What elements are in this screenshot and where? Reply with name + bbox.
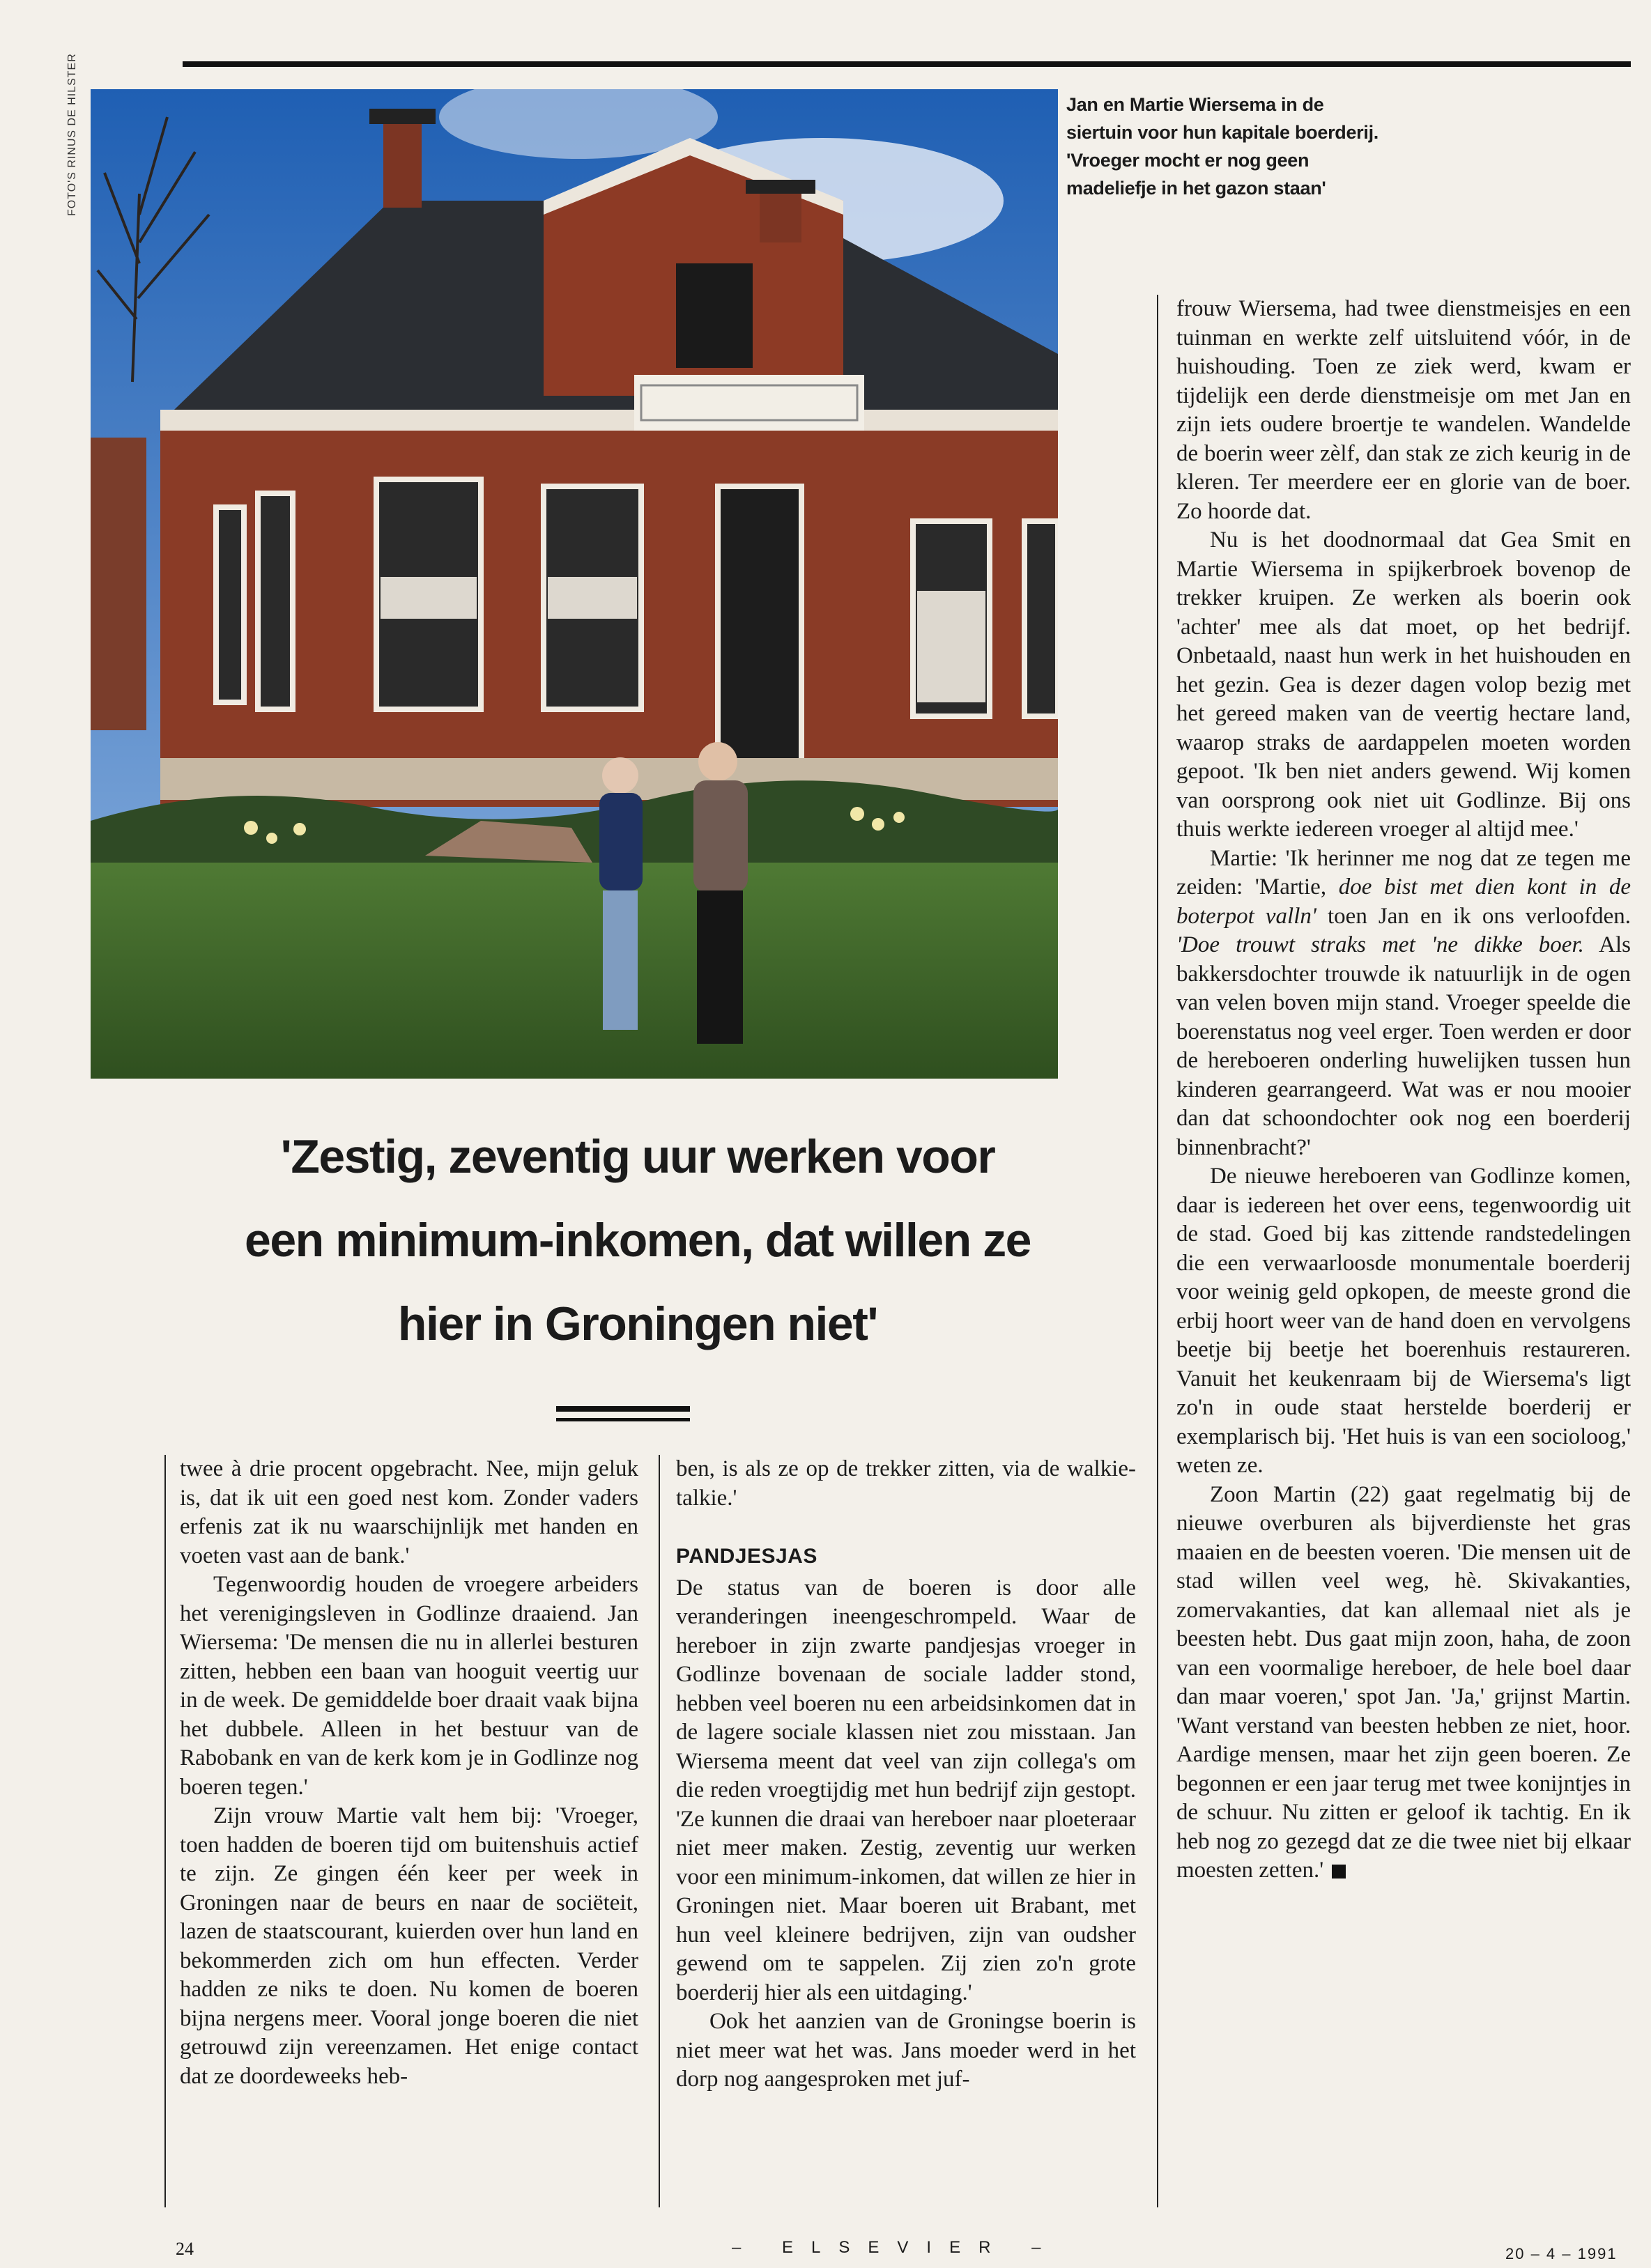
headline-line: 'Zestig, zeventig uur werken voor (280, 1130, 995, 1183)
paragraph: Ook het aanzien van de Groningse boerin is niet meer wat het was. Jans moeder werd in het dorp nog aangesproken met juf- (676, 2009, 1136, 2092)
column-rule (1157, 295, 1158, 2207)
text-run: Martie: 'Ik herinner me nog dat ze tegen me zeiden: 'Martie, (1176, 845, 1631, 900)
photo-caption (1066, 91, 1379, 202)
dialect-quote: 'Doe trouwt straks met 'ne dikke boer. (1176, 932, 1584, 957)
caption-line: Jan en Martie Wiersema in de (1066, 94, 1324, 115)
farmhouse-photo (91, 89, 1058, 1079)
paragraph: Zijn vrouw Martie valt hem bij: 'Vroeger, toen hadden de boeren tijd om buitenshuis actief te zijn. Ze gingen één keer per week in Groningen naar de beurs en naar de sociëteit, lazen de staatscourant, kuierden over hun land en bekommerden zich om hun effecten. Verder hadden ze niks te doen. Nu komen de boeren bijna nergens meer. Vooral jonge boeren die niet getrouwd zijn vereenzamen. Het enige contact dat ze doordeweeks heb- (180, 1803, 638, 2089)
headline-line: hier in Groningen niet' (397, 1297, 878, 1350)
paragraph: ben, is als ze op de trekker zitten, via de walkie-talkie.' (676, 1456, 1136, 1511)
photo-credit: FOTO'S RINUS DE HILSTER (66, 53, 78, 216)
column-rule (659, 1455, 660, 2207)
article-column-3 (1176, 295, 1631, 1885)
dialect-quote: doe bist met dien kont in de boterpot valln' (1176, 874, 1631, 929)
paragraph: twee à drie procent opgebracht. Nee, mijn geluk is, dat ik uit een goed nest kom. Zonder vaders erfenis zat ik nu waarschijnlijk met handen en voeten vast aan de bank.' (180, 1456, 638, 1568)
text-run: Als bakkersdochter trouwde ik natuurlijk in de ogen van velen boven mijn stand. Vroeger speelde die boerenstatus nog veel erger. Toen werden er door de hereboeren onderling huwelijken tussen hun kinderen gearrangeerd. Wat was er nou mooier dan dat schoondochter ook nog een boerderij binnenbracht?' (1176, 932, 1631, 1160)
paragraph: frouw Wiersema, had twee dienstmeisjes en een tuinman en werkte zelf uitsluitend vóór, in de huishouding. Toen ze ziek werd, kwam er tijdelijk een derde dienstmeisje om met Jan en zijn iets oudere broertje te wandelen. Wandelde de boerin weer zèlf, dan stak ze zich keurig in de kleren. Ter meerdere eer en glorie van de boer. Zo hoorde dat. (1176, 296, 1631, 524)
caption-line: madeliefje in het gazon staan' (1066, 178, 1326, 199)
paragraph (1176, 1481, 1631, 1885)
top-rule (183, 61, 1631, 67)
magazine-name: – ELSEVIER – (732, 2238, 1059, 2257)
section-subhead: PANDJESJAS (676, 1545, 817, 1568)
paragraph: Nu is het doodnormaal dat Gea Smit en Martie Wiersema in spijkerbroek bovenop de trekker kruipen. Ze werken als boerin ook 'achter' mee als dat moet, op het bedrijf. Onbetaald, naast hun werk in het huishouden en het gezin. Gea is dezer dagen volop bezig met het gereed maken van de veertig hectare land, waarop straks de aardappelen moeten worden gepoot. 'Ik ben niet anders gewend. Wij komen van oorsprong ook niet uit Godlinze. Bij ons thuis werkte iedereen vroeger al altijd mee.' (1176, 527, 1631, 842)
page-number: 24 (176, 2239, 194, 2259)
paragraph (1176, 844, 1631, 1163)
headline-line: een minimum-inkomen, dat willen ze (245, 1214, 1031, 1267)
text-run: toen Jan en ik ons verloofden. (1316, 903, 1631, 929)
column-rule (164, 1455, 166, 2207)
paragraph: De nieuwe hereboeren van Godlinze komen, daar is iedereen het over eens, tegenwoordig uit de stad. Goed bij kas zittende randstedelingen die een verwaarloosde monumentale boerderij voor weinig geld opkopen, de meeste grond die erbij hoort weer van de hand doen en vervolgens beetje bij beetje het boerenhuis restaureren. Vanuit het keukenraam bij de Wiersema's ligt zo'n in oude staat herstelde boerderij er exemplarisch bij. 'Het huis is van een socioloog,' weten ze. (1176, 1164, 1631, 1478)
issue-date: 20 – 4 – 1991 (1505, 2245, 1618, 2262)
headline-rule (556, 1406, 690, 1421)
article-column-2 (676, 1455, 1136, 2095)
article-column-1 (180, 1455, 638, 2091)
text-run: Zoon Martin (22) gaat regelmatig bij de nieuwe overburen als bijverdienste het gras maaien en de beesten voeren. 'Die mensen uit de stad willen veel weg, hè. Skivakanties, zomervakanties, dat kan allemaal niet als je beesten hebt. Dus gaat mijn zoon, haha, de zoon van een voormalige hereboer, de hele boel daar dan maar voeren,' spot Jan. 'Ja,' grijnst Martin. 'Want verstand van beesten hebben ze niet, hoor. Aardige mensen, maar het zijn geen boeren. Ze begonnen er een jaar terug met twee konijntjes in de schuur. Nu zitten er geloof ik tachtig. En ik heb nog zo gezegd dat ze die twee niet bij elkaar moesten zetten.' (1176, 1481, 1631, 1883)
paragraph: De status van de boeren is door alle veranderingen ineengeschrompeld. Waar de hereboer in zijn zwarte pandjesjas vroeger in Godlinze bovenaan de sociale ladder stond, hebben veel boeren nu een arbeidsinkomen dat in de lagere sociale klassen niet zou misstaan. Jan Wiersema meent dat veel van zijn collega's om die reden vroegtijdig met hun bedrijf zijn gestopt. 'Ze kunnen die draai van hereboer naar ploeteraar niet meer maken. Zestig, zeventig uur werken voor een minimum-inkomen, dat willen ze hier in Groningen niet. Maar boeren uit Brabant, met hun veel kleinere bedrijven, zijn van oudsher gewend om te sappelen. Zij zien zo'n grote boerderij hier als een uitdaging.' (676, 1575, 1136, 2005)
end-of-article-mark (1332, 1865, 1346, 1879)
caption-line: siertuin voor hun kapitale boerderij. (1066, 122, 1379, 143)
paragraph: Tegenwoordig houden de vroegere arbeiders het verenigingsleven in Godlinze draaiend. Jan Wiersema: 'De mensen die nu in allerlei besturen zitten, hebben een baan van hooguit veertig uur in de week. De gemiddelde boer draait vaak bijna het dubbele. Alleen in het bestuur van de Rabobank en van de kerk kom je in Godlinze nog boeren tegen.' (180, 1572, 638, 1800)
pull-quote-headline (174, 1115, 1101, 1366)
caption-line: 'Vroeger mocht er nog geen (1066, 150, 1310, 171)
